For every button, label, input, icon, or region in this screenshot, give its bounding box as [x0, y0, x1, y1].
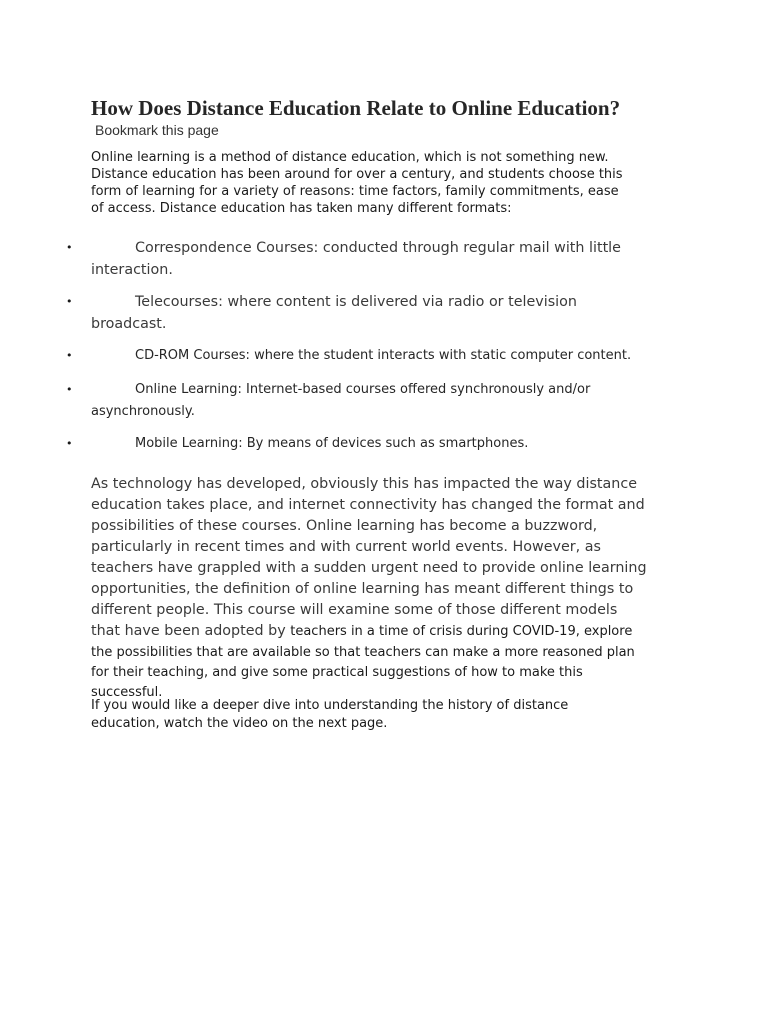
list-item-text: CD-ROM Courses: where the student interacts with static computer content. — [135, 348, 632, 363]
bullet-icon: • — [66, 241, 73, 254]
bookmark-link[interactable]: Bookmark this page — [95, 122, 219, 138]
technology-paragraph — [91, 473, 691, 701]
bullet-icon: • — [66, 295, 73, 308]
list-item-text: Mobile Learning: By means of devices such as smartphones. — [135, 436, 529, 451]
closing-paragraph: If you would like a deeper dive into understanding the history of distance education, watch the video on the next page. — [91, 698, 569, 731]
bullet-icon: • — [66, 437, 73, 450]
page-title: How Does Distance Education Relate to Online Education? — [91, 96, 621, 120]
technology-paragraph-part2: teachers in a time of crisis during COVID-19, explore the possibilities that are available so that teachers can make a more reasoned plan for their teaching, and give some practical suggestions of how to make this successful. — [91, 624, 635, 700]
technology-paragraph-part1: As technology has developed, obviously this has impacted the way distance education takes place, and internet connectivity has changed the format and possibilities of these courses. Online learning has become a buzzword, particularly in recent times and with current world events. However, as teachers have grappled with a sudden urgent need to provide online learning opportunities, the definition of online learning has meant different things to different people. This course will examine some of those different models that have been adopted by — [91, 476, 647, 639]
list-item-text: Telecourses: where content is delivered via radio or television broadcast. — [91, 294, 577, 332]
list-item-text: Correspondence Courses: conducted through regular mail with little interaction. — [91, 240, 621, 278]
bullet-icon: • — [66, 383, 73, 396]
list-item-text: Online Learning: Internet-based courses offered synchronously and/or asynchronously. — [91, 382, 591, 419]
bullet-icon: • — [66, 349, 73, 362]
intro-paragraph: Online learning is a method of distance education, which is not something new. Distance education has been around for over a century, and students choose this form of learning for a variety of reasons: time factors, family commitments, ease of access. Distance education has taken many different formats: — [91, 150, 623, 216]
